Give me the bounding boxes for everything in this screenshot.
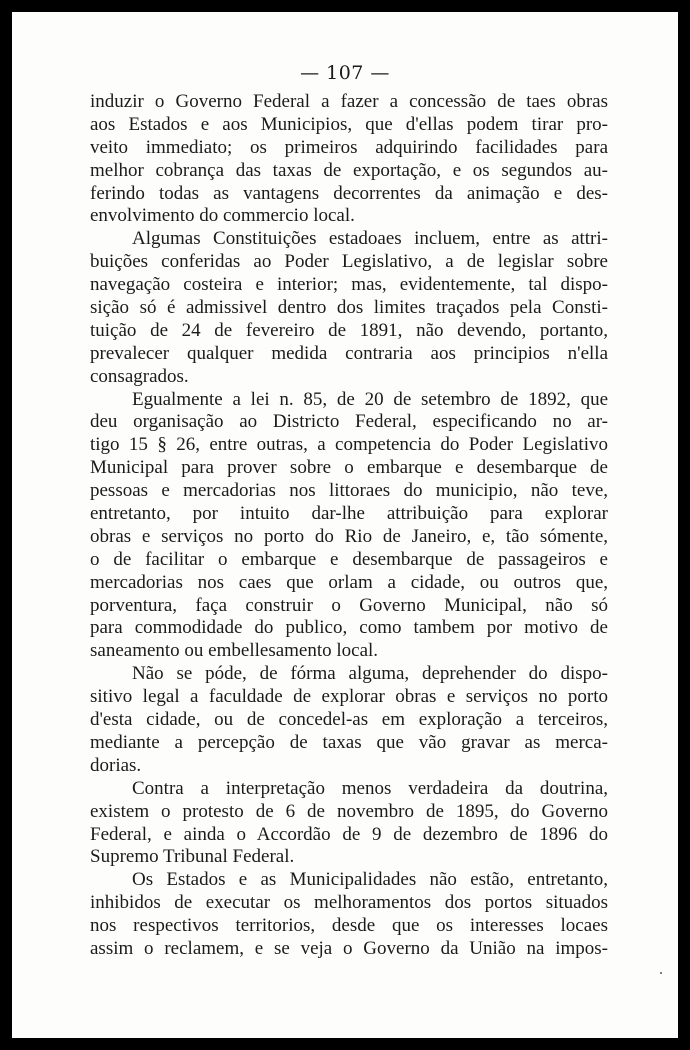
paragraph-5 [90,778,608,870]
text-line: entretanto, por intuito dar-lhe attribuição para explorar [90,503,608,525]
text-line: Egualmente a lei n. 85, de 20 de setembro de 1892, que [132,388,608,410]
text-line: saneamento ou embellesamento local. [90,640,379,662]
text-line: existem o protesto de 6 de novembro de 1895, do Governo [90,800,608,822]
text-line: tigo 15 § 26, entre outras, a competencia do Poder Legislativo [90,434,608,456]
text-line: Contra a interpretação menos verdadeira da doutrina, [132,777,608,799]
text-line: sitivo legal a faculdade de explorar obras e serviços no porto [90,686,608,708]
text-line: deu organisação ao Districto Federal, especificando no ar- [90,411,608,433]
text-line: inhibidos de executar os melhoramentos dos portos situados [90,892,608,914]
text-line: sição só é admissivel dentro dos limites traçados pela Consti- [90,297,608,319]
text-line: Supremo Tribunal Federal. [90,846,295,868]
text-line: Municipal para prover sobre o embarque e desembarque de [90,457,608,479]
text-line: Os Estados e as Municipalidades não estão, entretanto, [132,869,608,891]
paragraph-4 [90,663,608,777]
text-line: envolvimento do commercio local. [90,205,355,227]
body-text [90,91,608,961]
text-line: buições conferidas ao Poder Legislativo, a de legislar sobre [90,251,608,273]
text-line: nos respectivos territorios, desde que os interesses locaes [90,915,608,937]
book-page [12,12,678,1038]
text-line: induzir o Governo Federal a fazer a concessão de taes obras [90,91,608,112]
page-number: — 107 — [300,62,390,84]
text-line: para commodidade do publico, como tambem por motivo de [90,617,608,639]
text-line: veito immediato; os primeiros adquirindo facilidades para [90,136,608,158]
text-line: aos Estados e aos Municipios, que d'ellas podem tirar pro- [90,113,608,135]
text-line: melhor cobrança das taxas de exportação, e os segundos au- [90,159,608,181]
text-line: assim o reclamem, e se veja o Governo da União na impos- [90,937,608,959]
text-line: navegação costeira e interior; mas, evidentemente, tal dispo- [90,274,608,296]
text-line: prevalecer qualquer medida contraria aos principios n'ella [90,342,608,364]
text-line: Algumas Constituições estadoaes incluem, entre as attri- [132,228,608,250]
text-line: d'esta cidade, ou de concedel-as em exploração a terceiros, [90,709,608,731]
paragraph-3 [90,389,608,664]
text-line: dorias. [90,754,142,776]
text-line: o de facilitar o embarque e desembarque de passageiros e [90,548,608,570]
text-line: consagrados. [90,365,189,387]
scan-speck [660,972,662,974]
text-line: Não se póde, de fórma alguma, deprehender do dispo- [132,663,608,685]
text-line: Federal, e ainda o Accordão de 9 de dezembro de 1896 do [90,823,608,845]
text-line: ferindo todas as vantagens decorrentes da animação e des- [90,182,608,204]
text-line: pessoas e mercadorias nos littoraes do municipio, não teve, [90,480,608,502]
paragraph-1 [90,91,608,228]
paragraph-6 [90,869,608,961]
text-line: obras e serviços no porto do Rio de Janeiro, e, tão sómente, [90,525,608,547]
text-line: mediante a percepção de taxas que vão gravar as merca- [90,731,608,753]
text-line: mercadorias nos caes que orlam a cidade, ou outros que, [90,571,608,593]
text-line: porventura, faça construir o Governo Municipal, não só [90,594,608,616]
paragraph-2 [90,228,608,388]
text-line: tuição de 24 de fevereiro de 1891, não devendo, portanto, [90,319,608,341]
